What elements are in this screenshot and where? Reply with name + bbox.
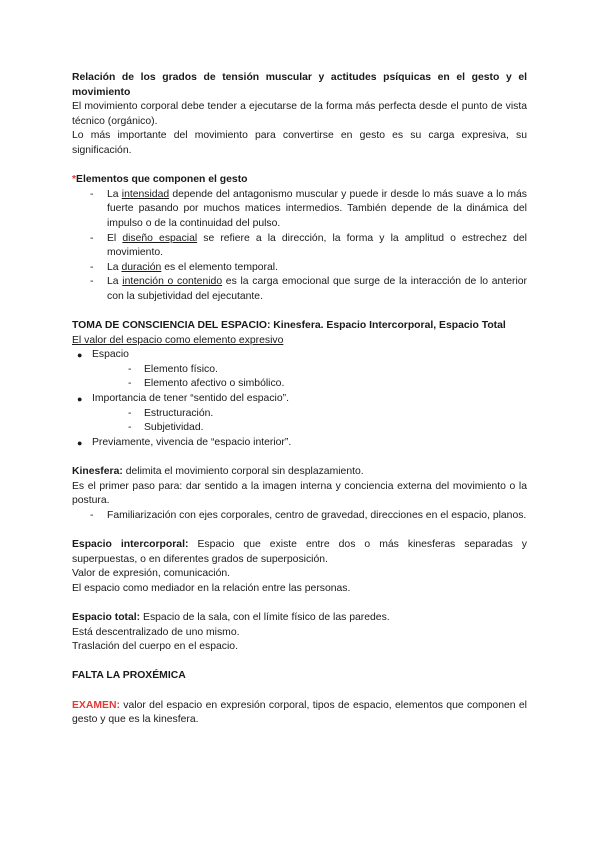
paragraph-intercorporal: Espacio intercorporal: Espacio que existe entre dos o más kinesferas separadas y superpuestas, o en diferentes grados de superposición. [72, 539, 527, 565]
label-intercorporal: Espacio intercorporal: [72, 539, 189, 550]
paragraph: El espacio como mediador en la relación entre las personas. [72, 582, 351, 594]
paragraph: Es el primer paso para: dar sentido a la imagen interna y conciencia externa del movimiento o la postura. [72, 480, 527, 507]
label-total: Espacio total: [72, 611, 141, 623]
term-intensidad: intensidad [121, 188, 170, 200]
paragraph-examen: EXAMEN: valor del espacio en expresión corporal, tipos de espacio, elementos que componen el gesto y que es la kinesfera. [72, 699, 527, 726]
list-item: ● Espacio [77, 349, 129, 361]
falta-heading: FALTA LA PROXÉMICA [72, 670, 186, 682]
paragraph: Valor de expresión, comunicación. [72, 568, 231, 580]
sub-list [72, 363, 527, 392]
label-examen: EXAMEN: [72, 699, 120, 711]
list-item: - La duración es el elemento temporal. [90, 261, 278, 273]
list-item: - La intensidad depende del antagonismo muscular y puede ir desde lo más suave a lo más fuerte pasando por muchos matices intermedios. También depende de la dinámica del impulso o de la continuidad del pulso. [90, 188, 527, 229]
list-item: ● Importancia de tener “sentido del espacio”. [77, 393, 289, 405]
section-title-tension: Relación de los grados de tensión muscular y actitudes psíquicas en el gesto y el movimiento [72, 72, 527, 98]
document-content [72, 71, 527, 728]
kinesfera-list [72, 509, 527, 524]
list-item: - Elemento afectivo o simbólico. [128, 378, 285, 390]
list-item: - Subjetividad. [128, 422, 204, 434]
paragraph: Traslación del cuerpo en el espacio. [72, 641, 238, 653]
term-duracion: duración [121, 261, 162, 273]
section-title-elements: *Elementos que componen el gesto [72, 174, 248, 186]
paragraph: Está descentralizado de uno mismo. [72, 626, 240, 638]
sub-list [72, 407, 527, 436]
asterisk-marker: * [72, 174, 77, 186]
paragraph: Lo más importante del movimiento para convertirse en gesto es su carga expresiva, su significación. [72, 130, 527, 156]
space-bullet-list [72, 436, 527, 451]
space-bullet-list [72, 348, 527, 363]
paragraph: El movimiento corporal debe tender a ejecutarse de la forma más perfecta desde el punto de vista técnico (orgánico). [72, 101, 527, 127]
list-item: - Elemento físico. [128, 363, 218, 375]
paragraph-total: Espacio total: Espacio de la sala, con el límite físico de las paredes. [72, 611, 390, 623]
section-title-toma: TOMA DE CONSCIENCIA DEL ESPACIO: Kinesfera. Espacio Intercorporal, Espacio Total [72, 320, 506, 332]
term-intencion: intención o contenido [122, 276, 223, 288]
term-diseno-espacial: diseño espacial [122, 232, 198, 244]
list-item: - El diseño espacial se refiere a la dirección, la forma y la amplitud o estrechez del movimiento. [90, 232, 527, 259]
list-item: - La intención o contenido es la carga emocional que surge de la interacción de lo anterior con la subjetividad del ejecutante. [90, 276, 528, 302]
elements-list [72, 188, 527, 305]
list-item: - Estructuración. [128, 407, 214, 419]
section-subtitle: El valor del espacio como elemento expresivo [72, 334, 284, 346]
list-item: ● Previamente, vivencia de “espacio interior”. [77, 436, 292, 448]
label-kinesfera: Kinesfera: [72, 466, 123, 478]
paragraph-kinesfera: Kinesfera: delimita el movimiento corporal sin desplazamiento. [72, 466, 364, 478]
space-bullet-list [72, 392, 527, 407]
list-item: - Familiarización con ejes corporales, centro de gravedad, direcciones en el espacio, planos. [90, 509, 527, 521]
